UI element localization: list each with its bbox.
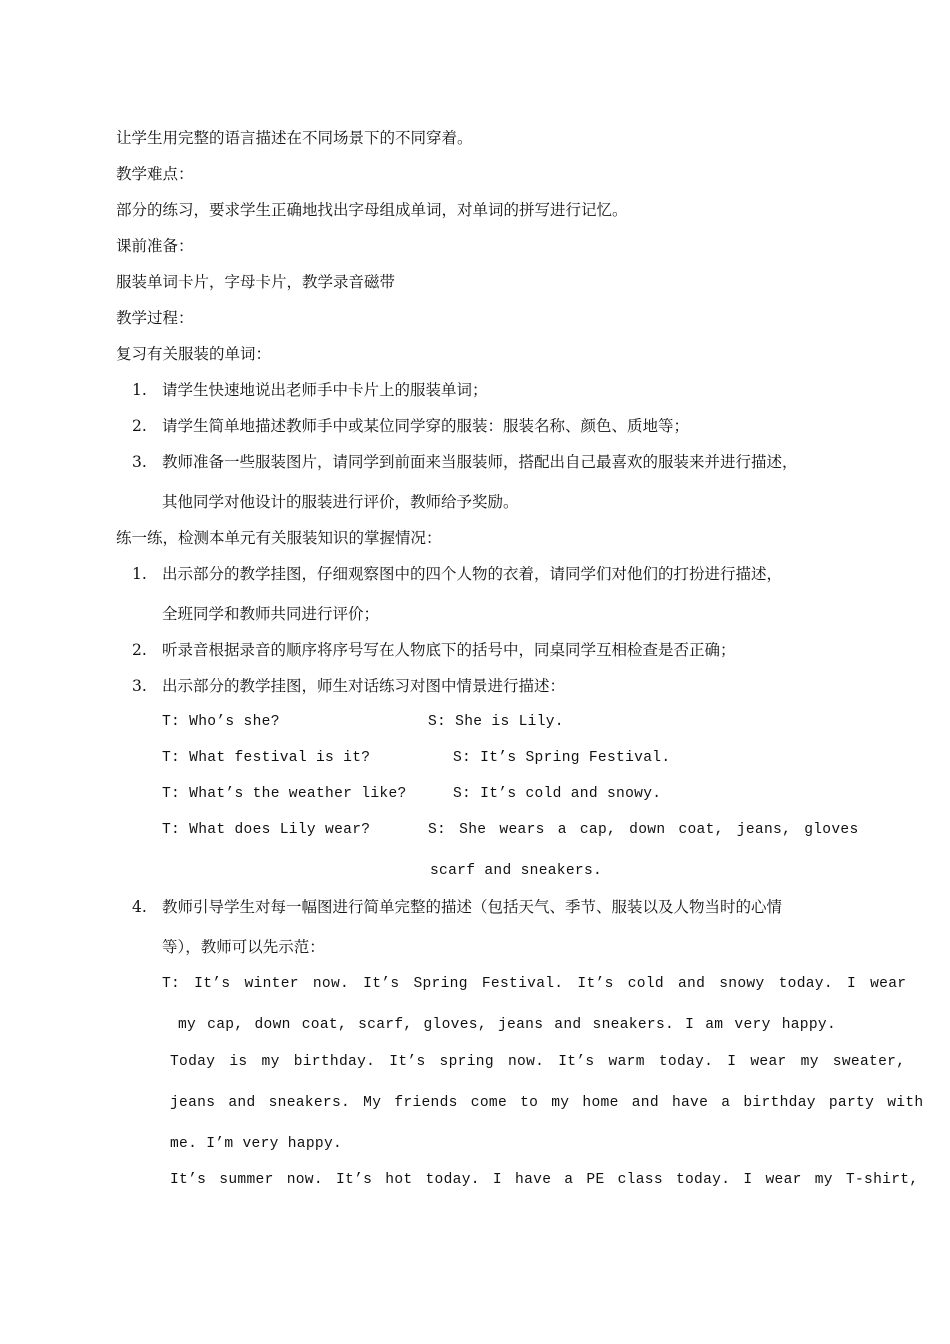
example-line: me. I’m very happy. (170, 1136, 343, 1152)
preparation-heading: 课前准备： (116, 237, 194, 255)
dialogue-teacher-line: T: Who’s she? (162, 714, 280, 730)
dialogue-continuation: scarf and sneakers. (430, 863, 603, 879)
example-line: T: It’s winter now. It’s Spring Festival. It’s cold and snowy today. I wear (162, 976, 907, 992)
intro-text: 让学生用完整的语言描述在不同场景下的不同穿着。 (116, 129, 473, 147)
list-item-text: 请学生简单地描述教师手中或某位同学穿的服装：服装名称、颜色、质地等； (162, 417, 690, 435)
list-item (132, 897, 782, 917)
example-line: jeans and sneakers. My friends come to my home and have a birthday party with (170, 1095, 924, 1111)
list-number: 1. (132, 381, 147, 399)
difficulty-heading: 教学难点： (116, 165, 194, 183)
list-item-text: 教师准备一些服装图片，请同学到前面来当服装师，搭配出自己最喜欢的服装来并进行描述， (162, 453, 798, 471)
list-number: 3. (132, 677, 147, 695)
dialogue-teacher-line: T: What does Lily wear? (162, 822, 371, 838)
example-line: Today is my birthday. It’s spring now. It’s warm today. I wear my sweater, (170, 1054, 906, 1070)
process-heading: 教学过程： (116, 309, 194, 327)
difficulty-text: 部分的练习，要求学生正确地找出字母组成单词，对单词的拼写进行记忆。 (116, 201, 628, 219)
review-heading: 复习有关服装的单词： (116, 345, 272, 363)
dialogue-student-line: S: She is Lily. (428, 714, 564, 730)
list-item-continuation: 全班同学和教师共同进行评价； (162, 605, 380, 623)
dialogue-student-line: S: It’s Spring Festival. (453, 750, 671, 766)
list-item (132, 640, 736, 660)
dialogue-teacher-line: T: What festival is it? (162, 750, 371, 766)
list-item-text: 请学生快速地说出老师手中卡片上的服装单词； (162, 381, 488, 399)
dialogue-student-line: S: She wears a cap, down coat, jeans, gloves (428, 822, 859, 838)
list-item (132, 416, 689, 436)
list-item-text: 出示部分的教学挂图，仔细观察图中的四个人物的衣着，请同学们对他们的打扮进行描述， (162, 565, 783, 583)
list-item-continuation: 等），教师可以先示范： (162, 938, 325, 956)
list-number: 4. (132, 898, 147, 916)
list-item-text: 教师引导学生对每一幅图进行简单完整的描述（包括天气、季节、服装以及人物当时的心情 (162, 898, 783, 916)
list-number: 2. (132, 641, 147, 659)
list-item (132, 676, 565, 696)
list-item (132, 380, 488, 400)
list-number: 1. (132, 565, 147, 583)
dialogue-teacher-line: T: What’s the weather like? (162, 786, 407, 802)
preparation-text: 服装单词卡片，字母卡片，教学录音磁带 (116, 273, 396, 291)
list-item-text: 出示部分的教学挂图，师生对话练习对图中情景进行描述： (162, 677, 566, 695)
list-item (132, 452, 798, 472)
list-item-continuation: 其他同学对他设计的服装进行评价，教师给予奖励。 (162, 493, 519, 511)
list-item-text: 听录音根据录音的顺序将序号写在人物底下的括号中，同桌同学互相检查是否正确； (162, 641, 736, 659)
dialogue-student-line: S: It’s cold and snowy. (453, 786, 662, 802)
list-number: 2. (132, 417, 147, 435)
list-number: 3. (132, 453, 147, 471)
practice-heading: 练一练，检测本单元有关服装知识的掌握情况： (116, 529, 442, 547)
list-item (132, 564, 782, 584)
example-line: It’s summer now. It’s hot today. I have a PE class today. I wear my T-shirt, (170, 1172, 919, 1188)
example-line: my cap, down coat, scarf, gloves, jeans and sneakers. I am very happy. (178, 1017, 837, 1033)
